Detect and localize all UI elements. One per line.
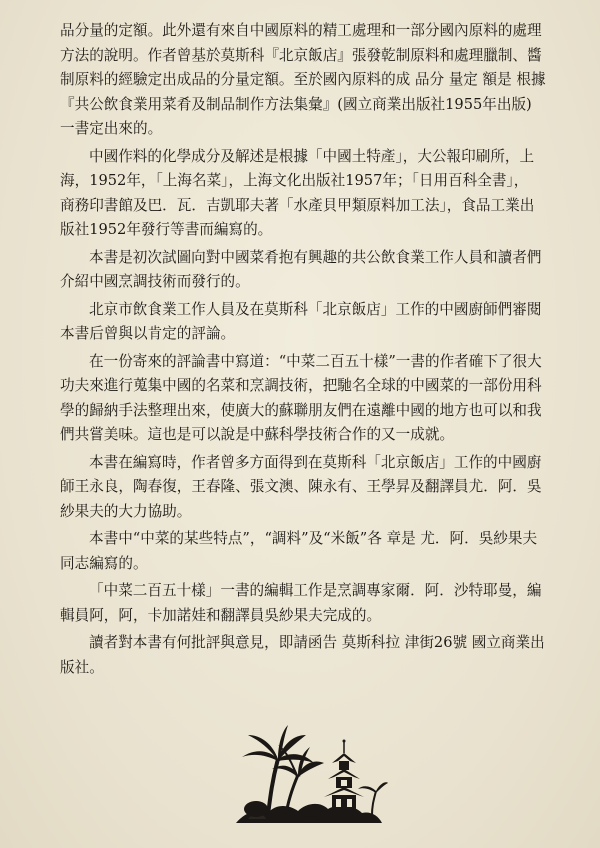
text-line: 「中菜二百五十樣」一書的編輯工作是烹調專家爾．阿．沙特耶曼，編 <box>89 582 542 599</box>
text-line: 學的歸納手法整理出來，使廣大的蘇聯朋友們在遠離中國的地方也可以和我 <box>60 401 542 419</box>
text-line: 海，1952年，「上海名菜」，上海文化出版社1957年；「日用百科全書」， <box>60 172 529 189</box>
text-line: 方法的說明。作者曾基於莫斯科『北京飯店』張發乾制原料和處理臘制、醬 <box>60 46 542 64</box>
text-line: 本書后曾與以肯定的評論。 <box>60 325 236 342</box>
text-line: 本書中“中菜的某些特点”，“調料”及“米飯”各 章是 尤．阿．吳紗果夫 <box>89 530 538 547</box>
text-line: 『共公飲食業用菜肴及制品制作方法集彙』(國立商業出版社1955年出版) <box>60 95 532 113</box>
pagoda-palm-vignette-icon <box>228 719 388 827</box>
text-line: 紗果夫的大力協助。 <box>60 502 192 520</box>
text-line: 商務印書館及巴．瓦．吉凱耶夫著「水產貝甲類原料加工法」，食品工業出 <box>60 196 535 214</box>
text-line: 版社。 <box>60 658 104 676</box>
text-line: 一書定出來的。 <box>60 120 163 137</box>
text-line: 本書在編寫時，作者曾多方面得到在莫斯科「北京飯店」工作的中國廚 <box>89 453 542 471</box>
text-line: 在一份寄來的評論書中寫道：“中菜二百五十樣”一書的作者確下了很大 <box>89 352 542 370</box>
text-line: 讀者對本書有何批評與意見，即請函告 莫斯科拉 津街26號 國立商業出 <box>89 634 545 651</box>
text-line: 同志編寫的。 <box>60 554 148 572</box>
text-block <box>60 19 592 680</box>
paragraph-5 <box>60 350 592 448</box>
paragraph-4 <box>60 298 592 347</box>
text-line: 師王永良，陶春復，王春隆、張文澳、陳永有、王學昇及翻譯員尤．阿．吳 <box>60 478 542 495</box>
text-line: 版社1952年發行等書而編寫的。 <box>60 221 273 238</box>
text-line: 輯員阿，阿，卡加諾娃和翻譯員吳紗果夫完成的。 <box>60 606 382 624</box>
text-line: 品分量的定額。此外還有來自中國原料的精工處理和一部分國內原料的處理 <box>60 22 542 39</box>
text-line: 中國作料的化學成分及解述是根據「中國土特產」，大公報印刷所，上 <box>89 147 535 165</box>
paragraph-7 <box>60 527 592 576</box>
text-line: 北京市飲食業工作人員及在莫斯科「北京飯店」工作的中國廚師們審閱 <box>89 300 542 318</box>
paragraph-6 <box>60 451 592 525</box>
paragraph-2 <box>60 145 592 243</box>
text-line: 們共嘗美味。這也是可以說是中蘇科學技術合作的又一成就。 <box>60 426 455 443</box>
text-line: 本書是初次試圖向對中國菜肴抱有興趣的共公飲食業工作人員和讀者們 <box>89 248 542 266</box>
paragraph-9 <box>60 631 592 680</box>
text-line: 介紹中國烹調技術而發行的。 <box>60 273 250 290</box>
text-line: 功夫來進行蒐集中國的名菜和烹調技術，把馳名全球的中國菜的一部份用科 <box>60 377 542 394</box>
text-line: 制原料的經驗定出成品的分量定額。至於國內原料的成 品分 量定 額是 根據 <box>60 71 546 88</box>
paragraph-3 <box>60 246 592 295</box>
paragraph-1 <box>60 19 592 142</box>
paragraph-8 <box>60 579 592 628</box>
